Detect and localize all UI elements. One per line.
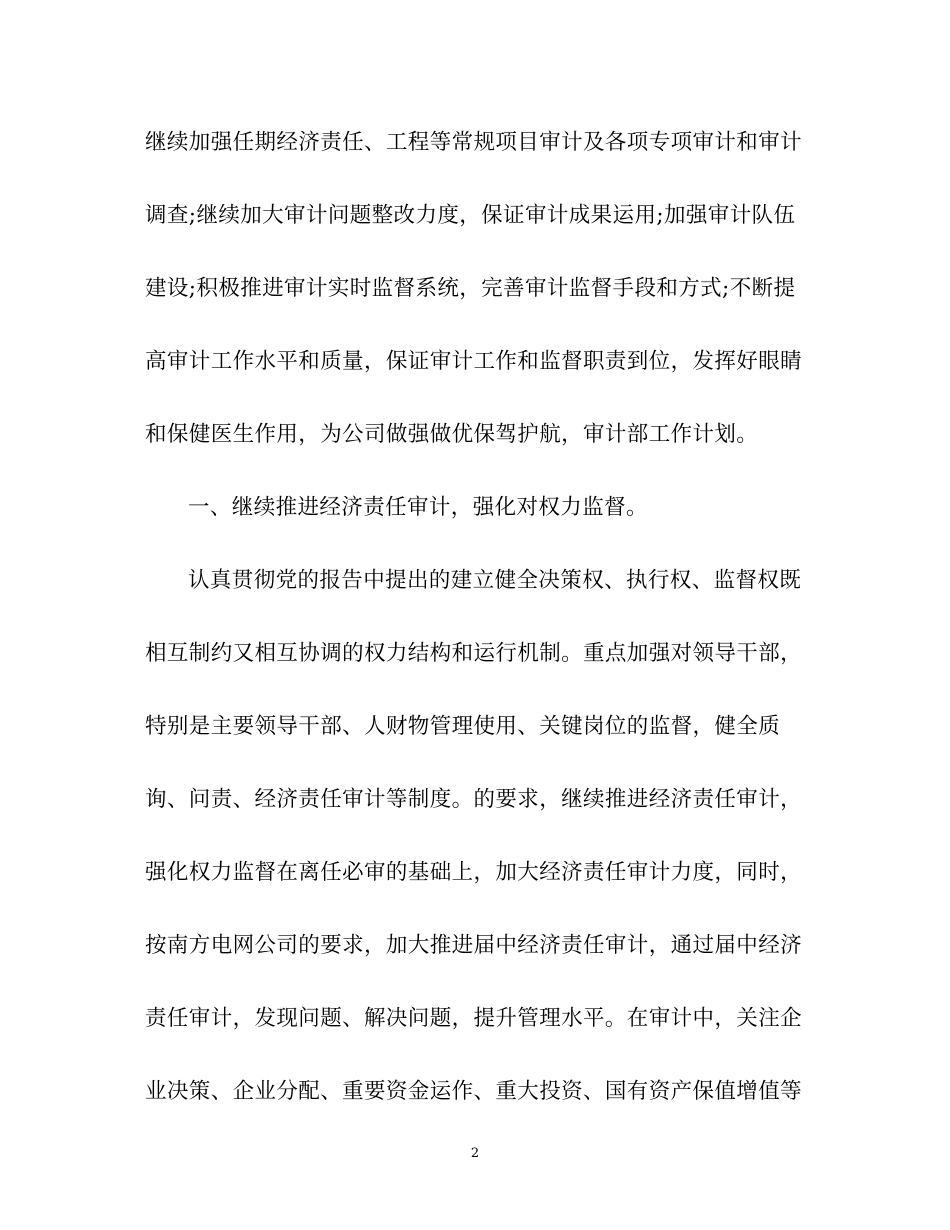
text-line: 责任审计，发现问题、解决问题，提升管理水平。在审计中，关注企 (145, 1006, 803, 1031)
section-heading: 一、继续推进经济责任审计，强化对权力监督。 (188, 495, 648, 520)
text-line: 业决策、企业分配、重要资金运作、重大投资、国有资产保值增值等 (145, 1079, 803, 1104)
text-line: 调查;继续加大审计问题整改力度，保证审计成果运用;加强审计队伍 (145, 203, 796, 228)
text-line: 继续加强任期经济责任、工程等常规项目审计及各项专项审计和审计 (145, 130, 803, 155)
text-line: 强化权力监督在离任必审的基础上，加大经济责任审计力度，同时， (145, 860, 803, 885)
text-line: 询、问责、经济责任审计等制度。的要求，继续推进经济责任审计， (145, 787, 803, 812)
text-line: 建设;积极推进审计实时监督系统，完善审计监督手段和方式;不断提 (145, 276, 796, 301)
text-line: 高审计工作水平和质量，保证审计工作和监督职责到位，发挥好眼睛 (145, 349, 803, 374)
text-line: 相互制约又相互协调的权力结构和运行机制。重点加强对领导干部， (145, 641, 803, 666)
text-line: 和保健医生作用，为公司做强做优保驾护航，审计部工作计划。 (145, 422, 759, 447)
text-line: 按南方电网公司的要求，加大推进届中经济责任审计，通过届中经济 (145, 933, 803, 958)
text-line: 特别是主要领导干部、人财物管理使用、关键岗位的监督，健全质 (145, 714, 781, 739)
text-line: 认真贯彻党的报告中提出的建立健全决策权、执行权、监督权既 (188, 568, 802, 593)
page-number: 2 (470, 1146, 480, 1161)
